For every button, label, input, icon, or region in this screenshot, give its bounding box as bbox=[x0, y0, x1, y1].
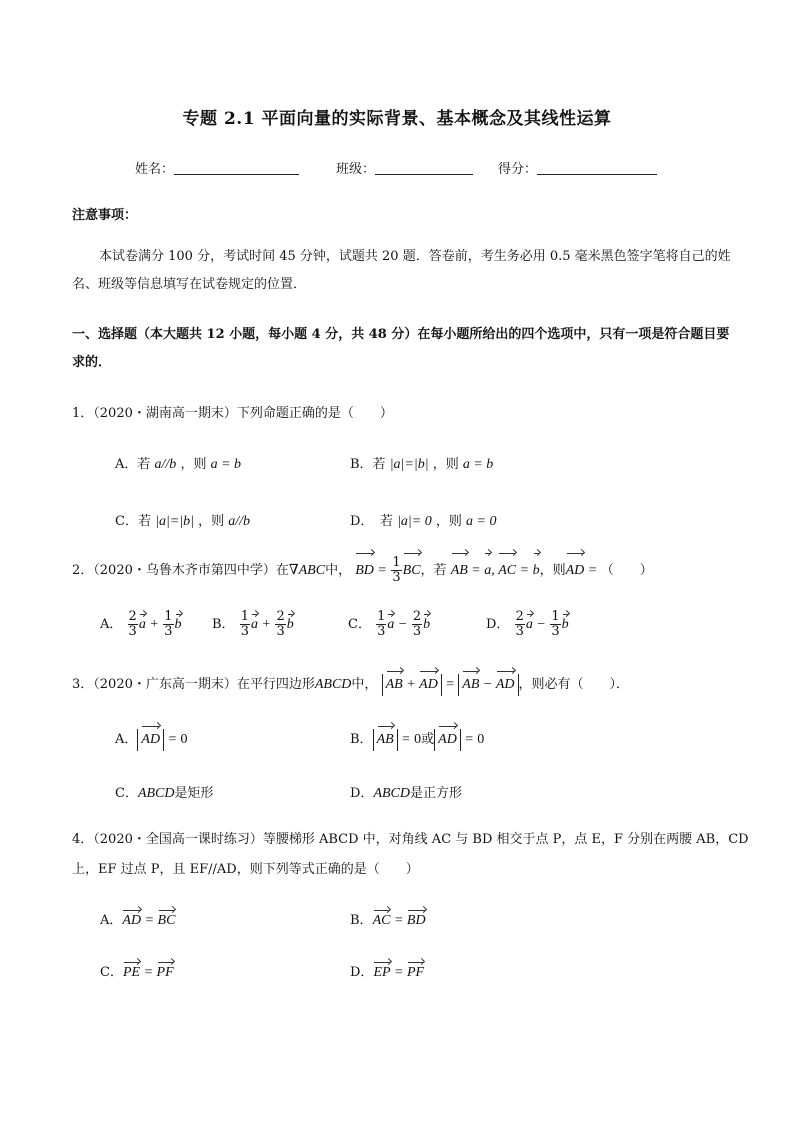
q1-b-condition: |a|=|b| bbox=[389, 457, 429, 472]
q1-d-condition: |a|= 0 bbox=[397, 514, 432, 529]
q1-b-result: a = b bbox=[462, 457, 494, 472]
notice-heading: 注意事项： bbox=[72, 208, 138, 223]
name-field[interactable] bbox=[135, 158, 299, 177]
score-label: 得分： bbox=[498, 162, 538, 177]
q3-option-d[interactable]: D．ABCD是正方形 bbox=[350, 786, 463, 801]
q2-stem: 2．（2020・乌鲁木齐市第四中学）在∇ABC中， BD = $\frac{1}{3}$ BC，若 AB = a, AC = b，则AD = （ ） bbox=[72, 555, 653, 585]
q3-option-c[interactable]: C．ABCD是矩形 bbox=[115, 786, 214, 801]
notice-body: 本试卷满分 100 分，考试时间 45 分钟，试题共 20 题．答卷前，考生务必用 0.5 毫米黑色签字笔将自己的姓名、班级等信息填写在试卷规定的位置． bbox=[72, 249, 731, 292]
q1-stem: 1．（2020・湖南高一期末）下列命题正确的是（ ） bbox=[72, 406, 393, 421]
q4-option-d[interactable]: D．EP = PF bbox=[350, 965, 425, 980]
q4-option-a[interactable]: A．AD = BC bbox=[100, 913, 176, 928]
q2-fraction: $\frac{1}{3}$ bbox=[392, 555, 401, 585]
q4-stem-line2: 上，EF 过点 P，且 EF//AD，则下列等式正确的是（ ） bbox=[72, 862, 419, 877]
q2-option-d[interactable]: D． $\frac{2}{3}$ a − $\frac{1}{3}$ b bbox=[486, 609, 569, 639]
q4-option-c[interactable]: C．PE = PF bbox=[100, 965, 174, 980]
score-field[interactable] bbox=[498, 158, 657, 177]
q3-option-a[interactable]: A． AD = 0 bbox=[115, 728, 188, 751]
q1-option-b[interactable]: B．若 |a|=|b| ，则 a = b bbox=[350, 457, 494, 472]
q1-a-result: a = b bbox=[210, 457, 242, 472]
q1-option-d[interactable]: D． 若 |a|= 0 ，则 a = 0 bbox=[350, 514, 497, 529]
class-blank[interactable] bbox=[375, 162, 473, 175]
class-field[interactable] bbox=[336, 158, 473, 177]
section-heading: 一、选择题（本大题共 12 小题，每小题 4 分，共 48 分）在每小题所给出的四个选项中，只有一项是符合题目要求的． bbox=[72, 327, 730, 370]
class-label: 班级： bbox=[336, 162, 376, 177]
q4-option-b[interactable]: B．AC = BD bbox=[350, 913, 426, 928]
q1-option-a[interactable]: A．若 a//b ，则 a = b bbox=[115, 457, 242, 472]
name-label: 姓名： bbox=[135, 162, 175, 177]
q3-stem: 3．（2020・广东高一期末）在平行四边形ABCD中， AB + AD = AB − AD ，则必有（ ）． bbox=[72, 673, 629, 696]
q3-option-b[interactable]: B． AB = 0或 AD = 0 bbox=[350, 728, 484, 751]
q1-c-condition: |a|=|b| bbox=[155, 514, 194, 529]
q1-d-result: a = 0 bbox=[466, 514, 497, 529]
q1-c-result: a//b bbox=[228, 514, 251, 529]
q2-option-a[interactable]: A． $\frac{2}{3}$ a + $\frac{1}{3}$ b bbox=[100, 609, 182, 639]
q1-option-c[interactable]: C．若 |a|=|b| ，则 a//b bbox=[115, 514, 251, 529]
name-blank[interactable] bbox=[174, 162, 299, 175]
q2-option-c[interactable]: C． $\frac{1}{3}$ a − $\frac{2}{3}$ b bbox=[348, 609, 431, 639]
q2-option-b[interactable]: B． $\frac{1}{3}$ a + $\frac{2}{3}$ b bbox=[212, 609, 294, 639]
q4-stem-line1: 4．（2020・全国高一课时练习）等腰梯形 ABCD 中，对角线 AC 与 BD 相交于点 P，点 E，F 分别在两腰 AB，CD bbox=[72, 832, 749, 847]
page-title: 专题 2.1 平面向量的实际背景、基本概念及其线性运算 bbox=[182, 109, 612, 129]
score-blank[interactable] bbox=[537, 162, 657, 175]
q2-triangle: ∇ABC bbox=[288, 563, 326, 578]
q1-a-condition: a//b bbox=[154, 457, 177, 472]
